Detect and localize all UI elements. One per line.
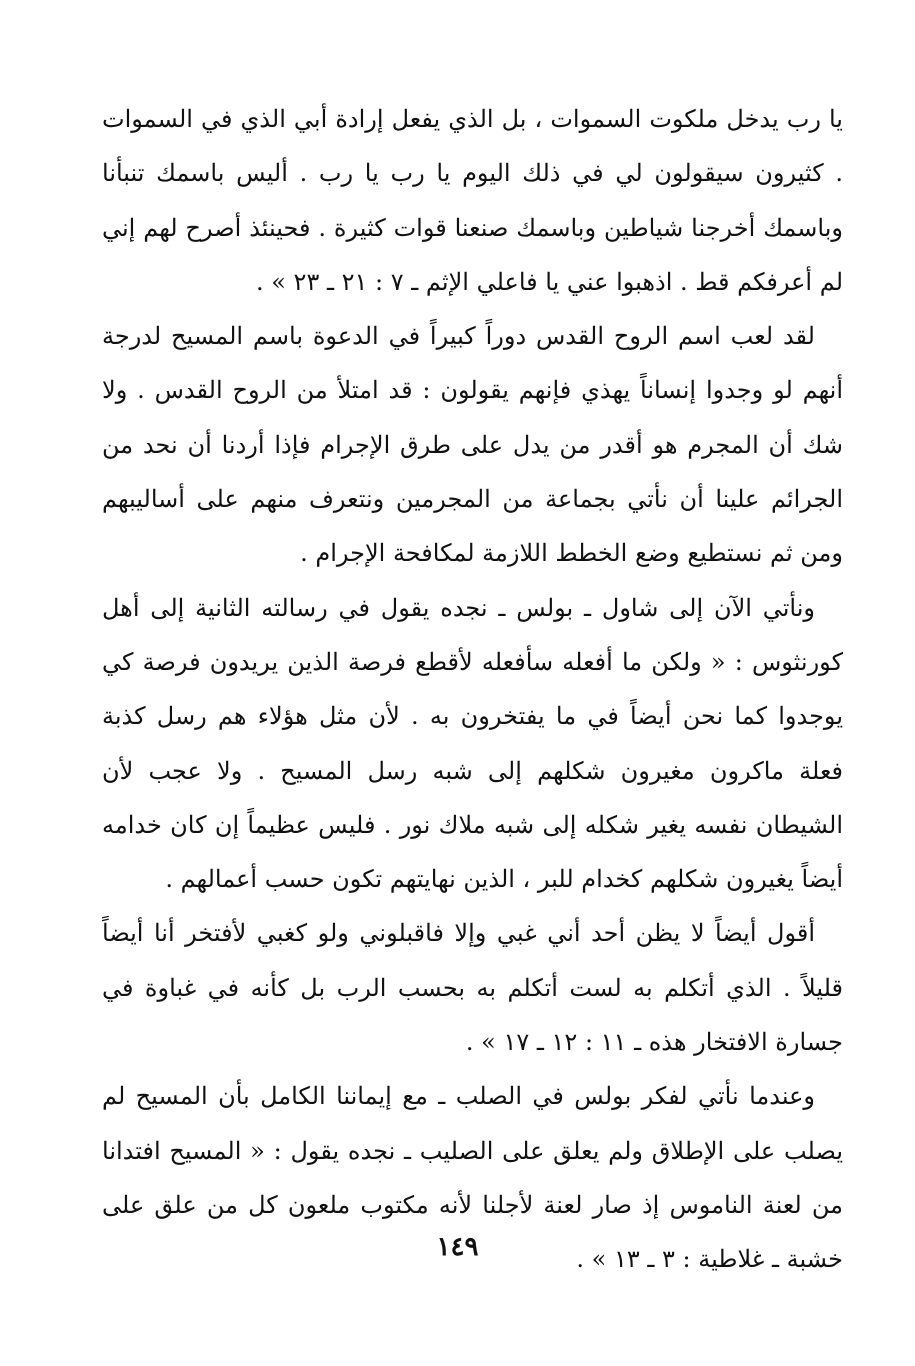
paragraph-crucifixion: وعندما نأتي لفكر بولس في الصلب ـ مع إيماننا الكامل بأن المسيح لم يصلب على الإطلاق ولم يعلق على الصليب ـ نجده يقول : « المسيح افتدانا من لعنة الناموس إذ صار لعنة لأجلنا لأنه مكتوب ملعون كل من علق على خشبة ـ غلاطية : ٣ ـ ١٣ » . xyxy=(102,1082,843,1274)
page-body xyxy=(102,92,843,1287)
paragraph-continuation: يا رب يدخل ملكوت السموات ، بل الذي يفعل إرادة أبي الذي في السموات . كثيرون سيقولون لي في ذلك اليوم يا رب يا رب . أليس باسمك تنبأنا وباسمك أخرجنا شياطين وباسمك صنعنا قوات كثيرة . فحينئذ أصرح لهم إني لم أعرفكم قط . اذهبوا عني يا فاعلي الإثم ـ ٧ : ٢١ ـ ٢٣ » . xyxy=(102,105,843,296)
paragraph-boasting: أقول أيضاً لا يظن أحد أني غبي وإلا فاقبلوني ولو كغبي لأفتخر أنا أيضاً قليلاً . الذي أتكلم به لست أتكلم به بحسب الرب بل كأنه في غباوة في جسارة الافتخار هذه ـ ١١ : ١٢ ـ ١٧ » . xyxy=(102,919,843,1057)
paragraph-paul-corinthians: ونأتي الآن إلى شاول ـ بولس ـ نجده يقول في رسالته الثانية إلى أهل كورنثوس : « ولكن ما أفعله سأفعله لأقطع فرصة الذين يريدون فرصة كي يوجدوا كما نحن أيضاً في ما يفتخرون به . لأن مثل هؤلاء هم رسل كذبة فعلة ماكرون مغيرون شكلهم إلى شبه رسل المسيح . ولا عجب لأن الشيطان نفسه يغير شكله إلى شبه ملاك نور . فليس عظيماً إن كان خدامه أيضاً يغيرون شكلهم كخدام للبر ، الذين نهايتهم تكون حسب أعمالهم . xyxy=(102,593,843,894)
page-number: ١٤٩ xyxy=(436,1232,479,1262)
paragraph-holy-spirit: لقد لعب اسم الروح القدس دوراً كبيراً في الدعوة باسم المسيح لدرجة أنهم لو وجدوا إنساناً يهذي فإنهم يقولون : قد امتلأ من الروح القدس . ولا شك أن المجرم هو أقدر من يدل على طرق الإجرام فإذا أردنا أن نحد من الجرائم علينا أن نأتي بجماعة من المجرمين ونتعرف منهم على أساليبهم ومن ثم نستطيع وضع الخطط اللازمة لمكافحة الإجرام . xyxy=(102,322,843,568)
